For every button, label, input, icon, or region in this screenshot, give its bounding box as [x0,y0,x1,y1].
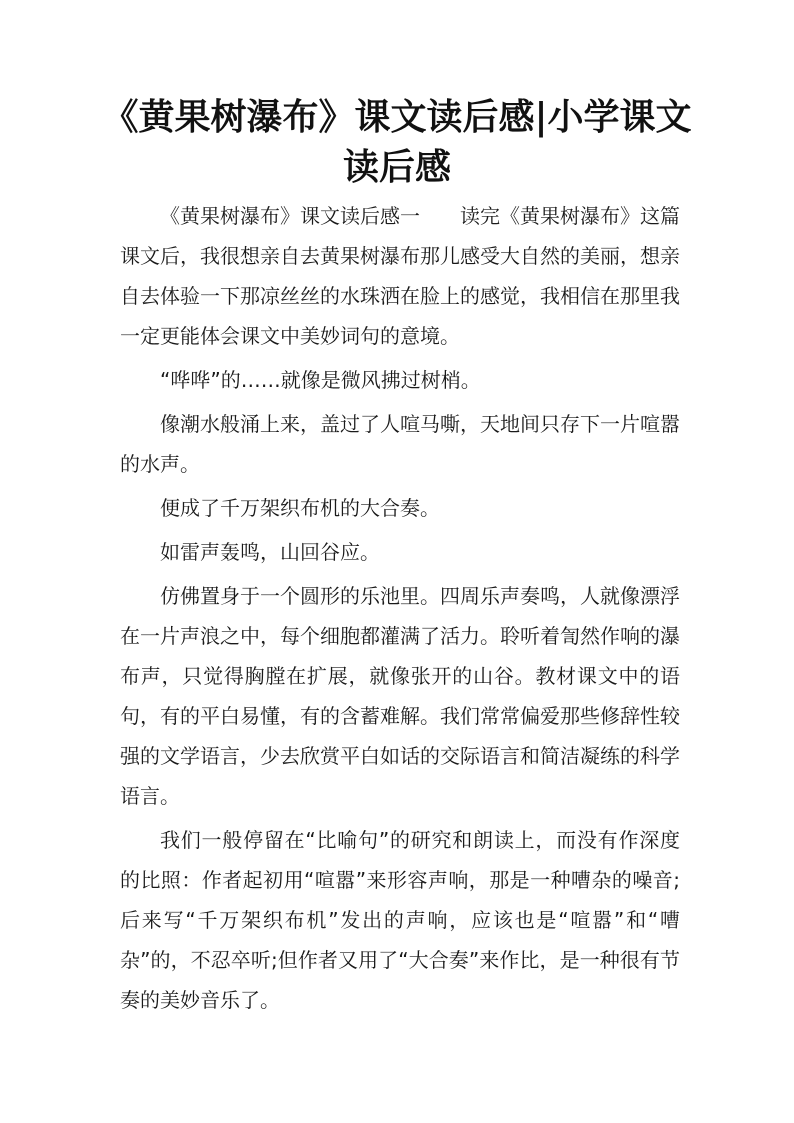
document-title: 《黄果树瀑布》课文读后感|小学课文读后感 [102,96,692,188]
paragraph: 我们一般停留在“比喻句”的研究和朗读上，而没有作深度的比照：作者起初用“喧嚣”来形容声响，那是一种嘈杂的噪音;后来写“千万架织布机”发出的声响，应该也是“喧嚣”和“嘈杂”的，不忍卒听;但作者又用了“大合奏”来作比，是一种很有节奏的美妙音乐了。 [120,828,680,1012]
paragraph: 像潮水般涌上来，盖过了人喧马嘶，天地间只存下一片喧嚣的水声。 [120,412,680,476]
paragraph: 便成了千万架织布机的大合奏。 [160,496,440,520]
document-body [120,196,680,1024]
paragraph: “哗哗”的……就像是微风拂过树梢。 [160,368,481,392]
paragraph: 如雷声轰鸣，山回谷应。 [160,540,380,564]
paragraph: 《黄果树瀑布》课文读后感一 读完《黄果树瀑布》这篇课文后，我很想亲自去黄果树瀑布那儿感受大自然的美丽，想亲自去体验一下那凉丝丝的水珠洒在脸上的感觉，我相信在那里我一定更能体会课文中美妙词句的意境。 [120,204,680,348]
paragraph: 仿佛置身于一个圆形的乐池里。四周乐声奏鸣，人就像漂浮在一片声浪之中，每个细胞都灌满了活力。聆听着訇然作响的瀑布声，只觉得胸膛在扩展，就像张开的山谷。教材课文中的语句，有的平白易懂，有的含蓄难解。我们常常偏爱那些修辞性较强的文学语言，少去欣赏平白如话的交际语言和简洁凝练的科学语言。 [120,584,680,808]
